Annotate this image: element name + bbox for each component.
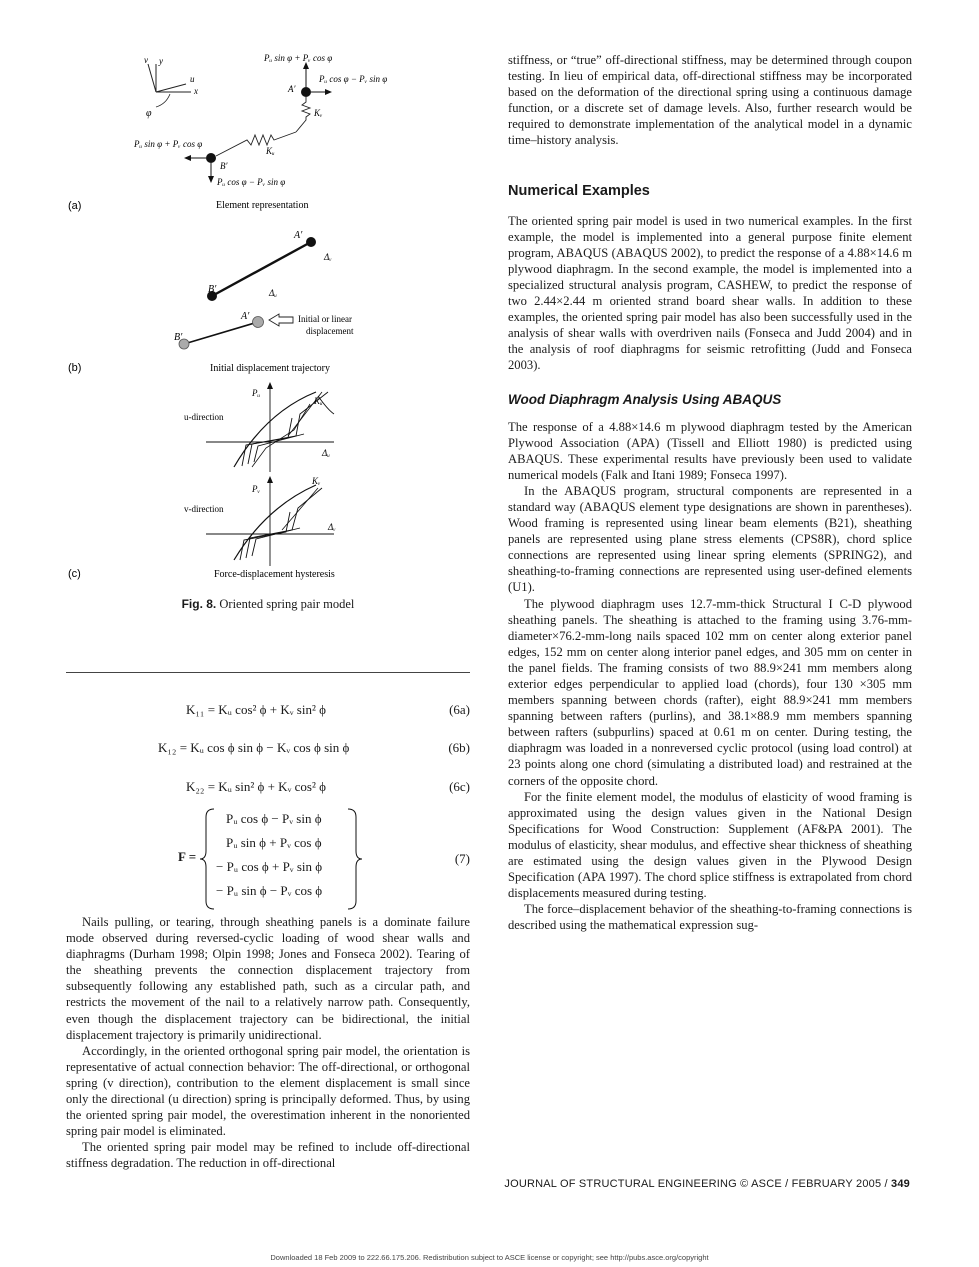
spring-v-label: Kᵥ xyxy=(314,108,323,118)
section-divider xyxy=(66,672,470,673)
equation-6b-text: K₁₂ = Kᵤ cos ϕ sin ϕ − Kᵥ cos ϕ sin ϕ xyxy=(158,740,350,755)
node-b-prime-initial: B′ xyxy=(174,332,183,343)
node-b-prime-b: B′ xyxy=(208,284,217,295)
equation-7-lhs: F = xyxy=(178,849,197,864)
axis-u-label: u xyxy=(190,74,195,84)
right-paragraph-0: stiffness, or “true” off-directional stiffness, may be determined through coupon testing. In lieu of empirical data, off-directional stiffness may be incorporated based on the deformation of the directional spring using a continuous damage function, or a discrete set of damage levels. Also, further research would be required to demonstrate implementation of the analytical model in a dynamic time–history analysis. xyxy=(508,53,912,148)
subsection-title-wood-diaphragm: Wood Diaphragm Analysis Using ABAQUS xyxy=(508,391,782,407)
equation-6b xyxy=(66,740,470,758)
angle-phi-label: φ xyxy=(146,108,152,119)
right-paragraph-5: For the finite element model, the modulus of elasticity of wood framing is approximated using the design values given in the National Design Specifications for Wood Construction: Supplement (AF&PA 2001). The modulus of elasticity, shear modulus, and effective shear thickness of sheathing are estimated using the design values given in the Plywood Design Specification (APA 1997). The chord splice stiffness is extrapolated from chord displacements measured during testing. xyxy=(508,789,912,901)
panel-c-caption: Force-displacement hysteresis xyxy=(214,569,335,580)
equation-6a-text: K₁₁ = Kᵤ cos² ϕ + Kᵥ sin² ϕ xyxy=(186,702,326,717)
equation-6c xyxy=(66,779,470,797)
figure-8-drawing xyxy=(66,52,470,597)
left-paragraph-2: Accordingly, in the oriented orthogonal spring pair model, the orientation is representative of actual connection behavior: The off-directional, or orthogonal spring (v direction), contribution to the element displacement is small since only the directional (u direction) spring is principally deformed. Thus, by using the oriented spring pair model, the overestimation inherent in the nonoriented spring pair model is eliminated. xyxy=(66,1043,470,1139)
node-a-label: A′ xyxy=(288,84,296,94)
p-u-label: Pᵤ xyxy=(252,388,261,398)
right-paragraph-1: The oriented spring pair model is used in two numerical examples. In the first example, the model is implemented into a general purpose finite element program, ABAQUS (ABAQUS 2002), to predict the response of a 4.88×14.6 m plywood diaphragm. In the second example, the model is implemented into a specialized structural analysis program, CASHEW, to predict the response of two 2.44×2.44 m oriented strand board shear walls. In addition to these examples, the oriented spring pair model has also been successfully used in the analysis of shear walls with overdriven nails (Fonseca and Judd 2004) and in the analysis of roof diaphragms for seismic retrofitting (Judd and Fonseca 2003). xyxy=(508,213,912,373)
delta-v-axis-label: Δᵥ xyxy=(328,522,336,532)
left-body-text xyxy=(66,914,470,1172)
axis-v-label: v xyxy=(144,55,148,65)
equation-6b-number: (6b) xyxy=(448,740,470,755)
equation-6a xyxy=(66,702,470,720)
figure-8 xyxy=(66,52,470,612)
k-v-label: Kᵥ xyxy=(312,476,321,486)
initial-label-2: displacement xyxy=(306,326,354,336)
figure-caption-text: Oriented spring pair model xyxy=(219,597,355,611)
figure-caption-label: Fig. 8. xyxy=(181,597,217,611)
journal-footer-text: JOURNAL OF STRUCTURAL ENGINEERING © ASCE / FEBRUARY 2005 / xyxy=(504,1178,888,1190)
panel-b xyxy=(68,230,354,374)
axis-x-label: x xyxy=(194,86,198,96)
equation-6a-number: (6a) xyxy=(449,702,470,717)
equation-6c-number: (6c) xyxy=(449,779,470,794)
axis-y-label: y xyxy=(159,56,163,66)
k-u-label: Kᵤ xyxy=(314,396,323,406)
right-paragraph-2: The response of a 4.88×14.6 m plywood diaphragm tested by the American Plywood Association (APA) (Tissell and Elliott 1980) is predicted using ABAQUS. These experimental results have previously been used to validate numerical models (Falk and Itani 1989; Fonseca 1997). xyxy=(508,419,912,482)
journal-footer xyxy=(70,1178,910,1190)
equation-7 xyxy=(66,807,470,911)
right-paragraph-4: The plywood diaphragm uses 12.7-mm-thick Structural I C-D plywood sheathing panels. The sheathing is attached to the framing using 3.76-mm-diameter×76.2-mm-long nails spaced 102 mm on center along exterior panel edges, 152 mm on center along interior panel edges, and 305 mm on center in the panel fields. The framing consists of two 88.9×241 mm members along exterior edges perpendicular to applied load (chords), four 130 ×305 mm members spanning between chords (rafter), eight 88.9×241 mm members spanning between rafters (purlins), and 38.1×88.9 mm members spanning between rafters (subpurlins) spaced at 0.61 m on center. During testing, the diaphragm was loaded in a nonreversed cyclic protocol (using load control) at 23 points along one chord (simulating a distributed load) and restrained at the corners of the opposite chord. xyxy=(508,596,912,788)
equation-6c-text: K₂₂ = Kᵤ sin² ϕ + Kᵥ cos² ϕ xyxy=(186,779,326,794)
left-paragraph-3: The oriented spring pair model may be refined to include off-directional stiffness degradation. The reduction in off-directional xyxy=(66,1140,470,1171)
right-paragraph-3: In the ABAQUS program, structural components are represented in a standard way (ABAQUS element type designations are shown in parentheses). Wood framing is represented using linear beam elements (B21), sheathing panels are represented using plane stress elements (CPS8R), chord splice connections are represented using linear spring elements (SPRING2), and sheathing-to-framing connections are represented using user-defined elements (U1). xyxy=(508,483,912,595)
left-paragraph-1: Nails pulling, or tearing, through sheathing panels is a dominate failure mode observed during reversed-cyclic loading of wood shear walls and diaphragms (Durham 1998; Olpin 1998; Jones and Fonseca 2002). Tearing of the sheathing prevents the connection displacement trajectory from subsequently following any established path, such as a circular path, and restricts the movement of the nail to a relatively narrow path. Consequently, even though the displacement trajectory can be bidirectional, the initial displacement trajectory is primarily unidirectional. xyxy=(66,915,470,1042)
force-right-label: Pᵤ cos φ − Pᵥ sin φ xyxy=(319,74,388,84)
node-b-label: B′ xyxy=(220,161,228,171)
panel-a-label: (a) xyxy=(68,200,82,212)
panel-b-caption: Initial displacement trajectory xyxy=(210,363,330,374)
node-a-prime-b: A′ xyxy=(294,230,303,241)
equation-7-row-4: − Pᵤ sin ϕ − Pᵥ cos ϕ xyxy=(216,883,323,898)
node-a-prime-initial: A′ xyxy=(241,311,250,322)
equation-7-row-1: Pᵤ cos ϕ − Pᵥ sin ϕ xyxy=(226,811,322,826)
section-title-numerical-examples: Numerical Examples xyxy=(508,182,650,199)
equation-7-row-2: Pᵤ sin ϕ + Pᵥ cos ϕ xyxy=(226,835,322,850)
panel-b-label: (b) xyxy=(68,362,82,374)
panel-c xyxy=(68,382,336,580)
panel-c-label: (c) xyxy=(68,568,81,580)
p-v-label: Pᵥ xyxy=(252,484,261,494)
force-bottom-label: Pᵤ cos φ − Pᵥ sin φ xyxy=(217,177,286,187)
equation-7-number: (7) xyxy=(454,851,470,866)
v-direction-label: v-direction xyxy=(184,504,224,514)
figure-caption xyxy=(66,597,470,612)
panel-a-caption: Element representation xyxy=(216,200,309,211)
delta-u-axis-label: Δᵤ xyxy=(322,448,330,458)
delta-v-label: Δᵥ xyxy=(324,252,332,262)
right-column xyxy=(508,52,912,934)
u-direction-label: u-direction xyxy=(184,412,224,422)
left-column xyxy=(66,52,470,1171)
initial-label-1: Initial or linear xyxy=(298,314,352,324)
delta-u-label: Δᵤ xyxy=(269,288,277,298)
equation-7-row-3: − Pᵤ cos ϕ + Pᵥ sin ϕ xyxy=(216,859,323,874)
download-notice: Downloaded 18 Feb 2009 to 222.66.175.206. Redistribution subject to ASCE license or copyright; see http://pubs.asce.org/copyright xyxy=(270,1253,709,1262)
force-top-label: Pᵤ sin φ + Pᵥ cos φ xyxy=(264,53,333,63)
page-number: 349 xyxy=(891,1178,910,1190)
spring-u-label: Kᵤ xyxy=(266,146,275,156)
right-paragraph-6: The force–displacement behavior of the sheathing-to-framing connections is described using the mathematical expression sug- xyxy=(508,902,912,933)
force-left-label: Pᵤ sin φ + Pᵥ cos φ xyxy=(134,139,203,149)
panel-a xyxy=(68,53,387,212)
